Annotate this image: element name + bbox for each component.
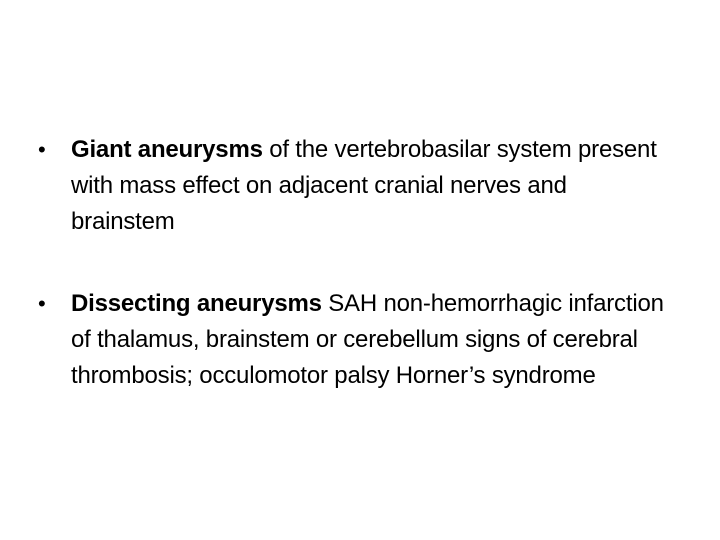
bullet-heading-giant-aneurysms: Giant aneurysms (71, 136, 263, 163)
bullet-marker: • (38, 137, 46, 162)
bullet-text-giant-aneurysms: of the vertebrobasilar system present with mass effect on adjacent cranial nerves and brainstem (71, 136, 657, 235)
bullet-list (36, 132, 676, 394)
bullet-item-dissecting-aneurysms (36, 286, 676, 394)
bullet-item-giant-aneurysms (36, 132, 676, 240)
bullet-marker: • (38, 291, 46, 316)
bullet-heading-dissecting-aneurysms: Dissecting aneurysms (71, 290, 322, 317)
bullet-text-dissecting-aneurysms: SAH non-hemorrhagic infarction of thalamus, brainstem or cerebellum signs of cerebral thrombosis; occulomotor palsy Horner’s syndrome (71, 290, 664, 389)
